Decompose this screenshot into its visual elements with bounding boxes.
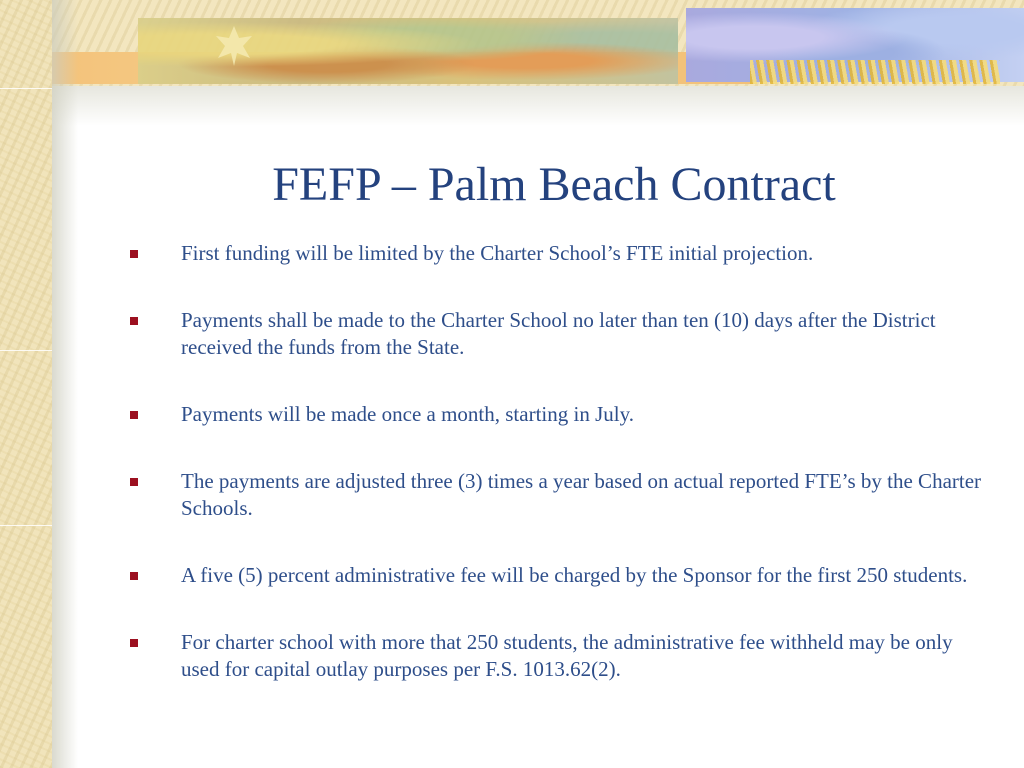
square-bullet-icon bbox=[130, 639, 138, 647]
left-texture-strip bbox=[0, 0, 52, 768]
bullet-list bbox=[126, 240, 986, 723]
bullet-text: A five (5) percent administrative fee will be charged by the Sponsor for the first 250 students. bbox=[181, 563, 968, 587]
bullet-text: The payments are adjusted three (3) times a year based on actual reported FTE’s by the Charter Schools. bbox=[181, 469, 982, 520]
bullet-text: Payments shall be made to the Charter School no later than ten (10) days after the District received the funds from the State. bbox=[181, 308, 936, 359]
bullet-text: Payments will be made once a month, starting in July. bbox=[181, 402, 634, 426]
texture-seam bbox=[0, 88, 52, 89]
texture-seam bbox=[0, 350, 52, 351]
bullet-item bbox=[126, 468, 986, 522]
square-bullet-icon bbox=[130, 250, 138, 258]
square-bullet-icon bbox=[130, 411, 138, 419]
square-bullet-icon bbox=[130, 317, 138, 325]
texture-seam bbox=[0, 525, 52, 526]
bullet-item bbox=[126, 629, 986, 683]
gold-grass-image bbox=[750, 60, 1000, 84]
bullet-item bbox=[126, 562, 986, 589]
bullet-item bbox=[126, 401, 986, 428]
bullet-item bbox=[126, 307, 986, 361]
bullet-text: First funding will be limited by the Charter School’s FTE initial projection. bbox=[181, 241, 814, 265]
slide-title: FEFP – Palm Beach Contract bbox=[272, 158, 836, 211]
leaf-icon bbox=[210, 22, 258, 70]
bullet-item bbox=[126, 240, 986, 267]
square-bullet-icon bbox=[130, 478, 138, 486]
square-bullet-icon bbox=[130, 572, 138, 580]
bullet-text: For charter school with more that 250 students, the administrative fee withheld may be only used for capital outlay purposes per F.S. 1013.62(2). bbox=[181, 630, 953, 681]
top-shadow bbox=[52, 86, 1024, 126]
